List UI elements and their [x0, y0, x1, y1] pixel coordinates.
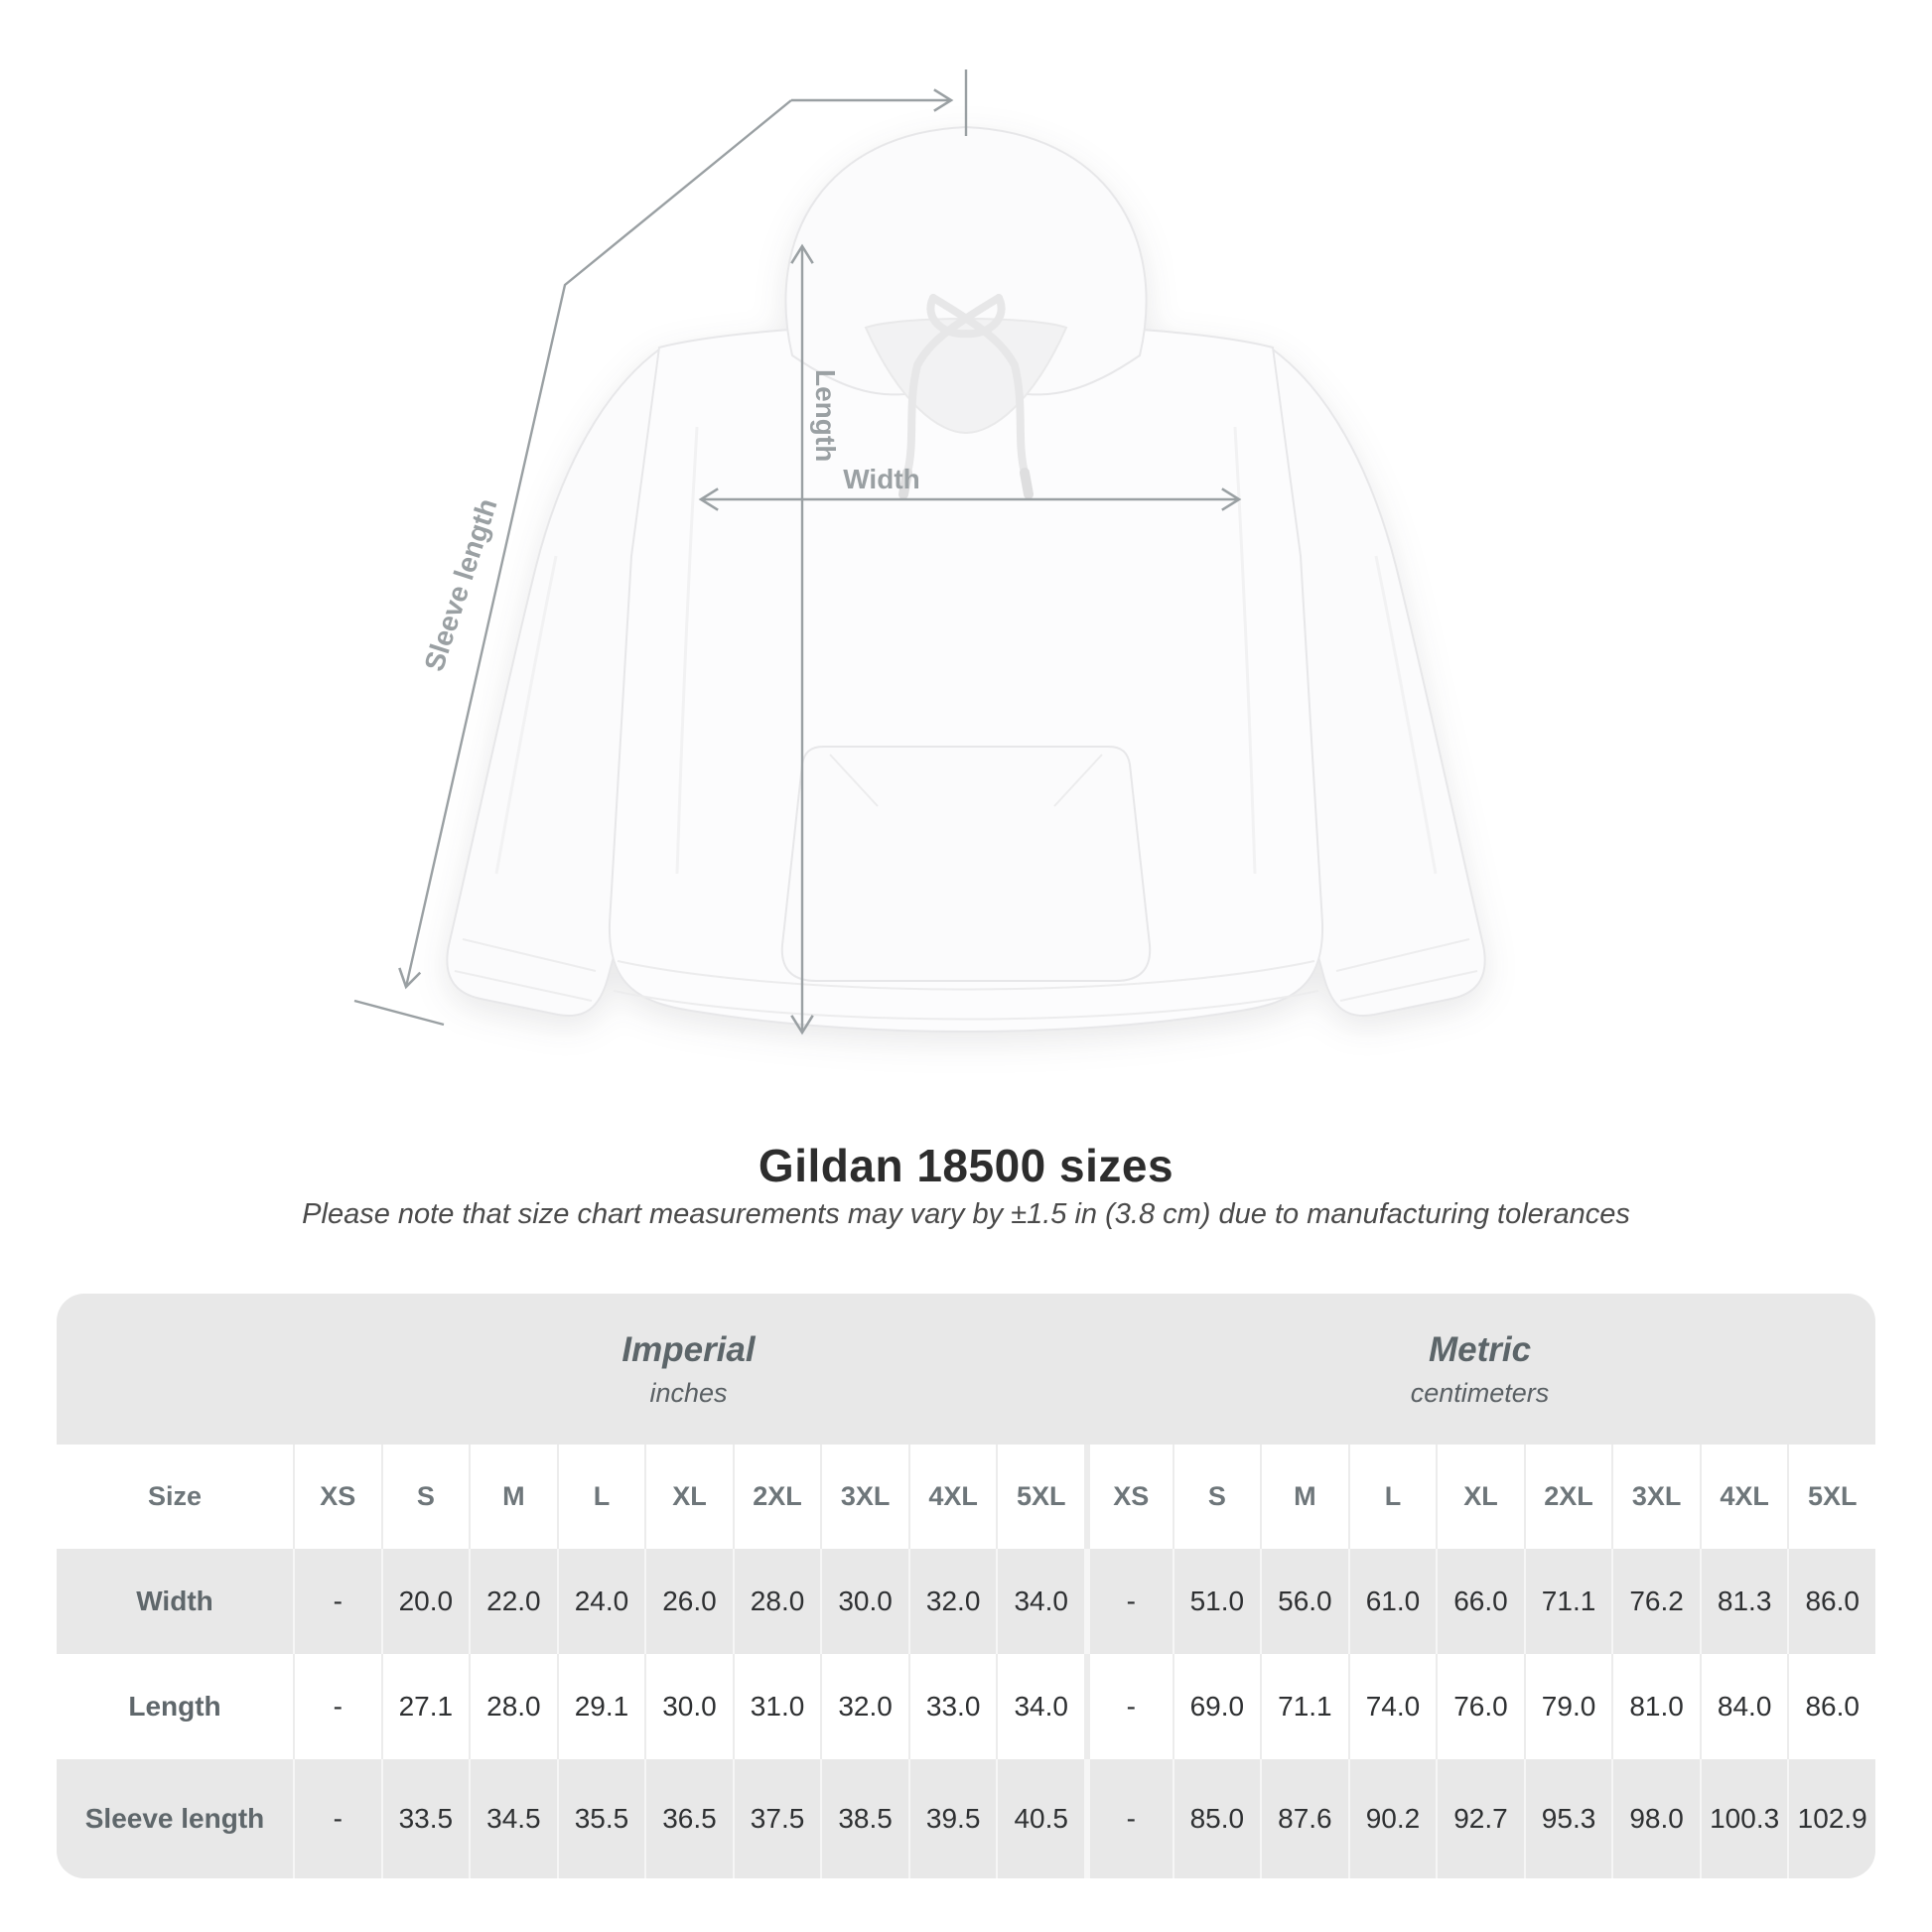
size-column-header: Size: [57, 1445, 293, 1549]
cell-imperial-5xl: 34.0: [996, 1549, 1084, 1654]
page-title: Gildan 18500 sizes: [758, 1140, 1174, 1191]
cell-metric-l: 74.0: [1348, 1654, 1437, 1759]
size-header-imperial-xl: XL: [644, 1445, 733, 1549]
cell-imperial-s: 33.5: [381, 1759, 470, 1878]
cell-imperial-3xl: 38.5: [820, 1759, 908, 1878]
cell-metric-m: 87.6: [1260, 1759, 1348, 1878]
size-table-grid: [57, 1445, 1875, 1878]
imperial-title: Imperial: [621, 1329, 756, 1369]
cell-metric-xl: 76.0: [1436, 1654, 1524, 1759]
size-header-imperial-2xl: 2XL: [733, 1445, 821, 1549]
cell-imperial-4xl: 32.0: [908, 1549, 997, 1654]
cell-metric-s: 69.0: [1173, 1654, 1261, 1759]
cell-imperial-5xl: 34.0: [996, 1654, 1084, 1759]
width-label: Width: [843, 464, 920, 494]
row-label-length: Length: [57, 1654, 293, 1759]
cell-imperial-5xl: 40.5: [996, 1759, 1084, 1878]
size-header-metric-5xl: 5XL: [1787, 1445, 1875, 1549]
cell-metric-3xl: 98.0: [1611, 1759, 1700, 1878]
cell-metric-s: 51.0: [1173, 1549, 1261, 1654]
cell-metric-l: 90.2: [1348, 1759, 1437, 1878]
cell-imperial-4xl: 33.0: [908, 1654, 997, 1759]
sleeve-bottom-tick: [354, 1001, 444, 1025]
cell-imperial-s: 20.0: [381, 1549, 470, 1654]
cell-metric-5xl: 102.9: [1787, 1759, 1875, 1878]
cell-metric-s: 85.0: [1173, 1759, 1261, 1878]
tolerance-note: Please note that size chart measurements may vary by ±1.5 in (3.8 cm) due to manufacturing tolerances: [302, 1198, 1630, 1230]
metric-group-header: [1084, 1294, 1875, 1445]
cell-metric-m: 56.0: [1260, 1549, 1348, 1654]
cell-metric-l: 61.0: [1348, 1549, 1437, 1654]
size-header-imperial-m: M: [469, 1445, 557, 1549]
cell-metric-xs: -: [1084, 1654, 1173, 1759]
cell-metric-4xl: 84.0: [1700, 1654, 1788, 1759]
cell-imperial-xs: -: [293, 1654, 381, 1759]
size-header-imperial-5xl: 5XL: [996, 1445, 1084, 1549]
cell-metric-xl: 92.7: [1436, 1759, 1524, 1878]
cell-metric-5xl: 86.0: [1787, 1549, 1875, 1654]
kangaroo-pocket: [782, 747, 1150, 981]
size-table: [57, 1294, 1875, 1878]
cell-metric-4xl: 81.3: [1700, 1549, 1788, 1654]
cell-metric-xl: 66.0: [1436, 1549, 1524, 1654]
cell-imperial-l: 29.1: [557, 1654, 645, 1759]
row-label-sleeve-length: Sleeve length: [57, 1759, 293, 1878]
cell-imperial-m: 28.0: [469, 1654, 557, 1759]
row-label-width: Width: [57, 1549, 293, 1654]
size-header-metric-4xl: 4XL: [1700, 1445, 1788, 1549]
cell-metric-4xl: 100.3: [1700, 1759, 1788, 1878]
cell-imperial-2xl: 28.0: [733, 1549, 821, 1654]
group-header-spacer: [57, 1294, 293, 1445]
cell-metric-2xl: 79.0: [1524, 1654, 1612, 1759]
metric-unit: centimeters: [1410, 1377, 1550, 1408]
cell-imperial-4xl: 39.5: [908, 1759, 997, 1878]
cell-imperial-l: 35.5: [557, 1759, 645, 1878]
metric-title: Metric: [1428, 1329, 1532, 1369]
cell-imperial-2xl: 37.5: [733, 1759, 821, 1878]
cell-metric-2xl: 71.1: [1524, 1549, 1612, 1654]
cell-imperial-3xl: 30.0: [820, 1549, 908, 1654]
cell-metric-3xl: 81.0: [1611, 1654, 1700, 1759]
cell-imperial-xl: 30.0: [644, 1654, 733, 1759]
size-header-metric-2xl: 2XL: [1524, 1445, 1612, 1549]
cell-metric-5xl: 86.0: [1787, 1654, 1875, 1759]
cell-imperial-s: 27.1: [381, 1654, 470, 1759]
size-header-imperial-3xl: 3XL: [820, 1445, 908, 1549]
cell-imperial-2xl: 31.0: [733, 1654, 821, 1759]
imperial-unit: inches: [649, 1377, 728, 1408]
table-group-header: [57, 1294, 1875, 1445]
cell-imperial-m: 34.5: [469, 1759, 557, 1878]
imperial-group-header: [293, 1294, 1084, 1445]
cell-metric-xs: -: [1084, 1549, 1173, 1654]
length-label: Length: [810, 369, 841, 463]
cell-imperial-l: 24.0: [557, 1549, 645, 1654]
cell-metric-3xl: 76.2: [1611, 1549, 1700, 1654]
cell-imperial-xl: 36.5: [644, 1759, 733, 1878]
size-header-imperial-s: S: [381, 1445, 470, 1549]
cell-imperial-m: 22.0: [469, 1549, 557, 1654]
size-header-imperial-4xl: 4XL: [908, 1445, 997, 1549]
size-header-metric-m: M: [1260, 1445, 1348, 1549]
cell-imperial-3xl: 32.0: [820, 1654, 908, 1759]
cell-imperial-xs: -: [293, 1759, 381, 1878]
cell-metric-2xl: 95.3: [1524, 1759, 1612, 1878]
size-header-metric-xl: XL: [1436, 1445, 1524, 1549]
size-header-metric-3xl: 3XL: [1611, 1445, 1700, 1549]
cell-imperial-xl: 26.0: [644, 1549, 733, 1654]
size-header-metric-xs: XS: [1084, 1445, 1173, 1549]
cell-metric-m: 71.1: [1260, 1654, 1348, 1759]
size-header-metric-s: S: [1173, 1445, 1261, 1549]
cell-imperial-xs: -: [293, 1549, 381, 1654]
sleeve-length-label: Sleeve length: [418, 494, 503, 675]
cell-metric-xs: -: [1084, 1759, 1173, 1878]
size-header-imperial-l: L: [557, 1445, 645, 1549]
size-header-metric-l: L: [1348, 1445, 1437, 1549]
size-header-imperial-xs: XS: [293, 1445, 381, 1549]
